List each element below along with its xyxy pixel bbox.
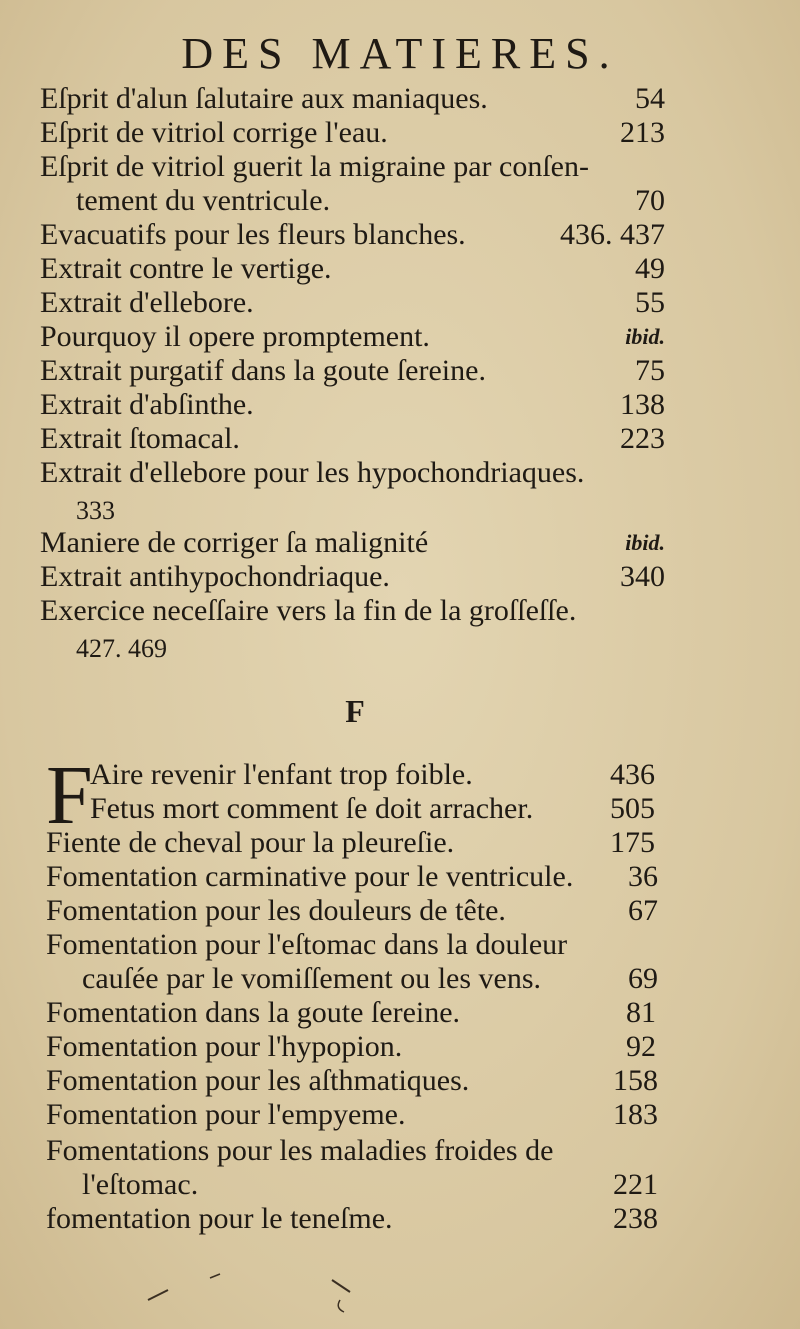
page-number: 92: [626, 1030, 656, 1063]
page-number: 70: [635, 184, 665, 217]
page-number: 81: [626, 996, 656, 1029]
page-number: 138: [620, 388, 665, 421]
page-number: 75: [635, 354, 665, 387]
book-page: DES MATIERES. Eſprit d'alun ſalutaire aux maniaques. 54 Eſprit de vitriol corrige l'eau. 213 Eſprit de vitriol guerit la migraine par conſen- tement du ventricule. 70 Evacuatifs pour les fleurs blanches. 436. 437 Extrait contre le vertige. 49 Extrait d'ellebore. 55 Pourquoy il opere promptement. ibid. Extrait purgatif dans la goute ſereine. 75 Extrait d'abſinthe. 138 Extrait ſtomacal. 223 Extrait d'ellebore pour les hypochondriaques. 333 Maniere de corriger ſa malignité ibid. Extrait antihypochondriaque. 340 Exercice neceſſaire vers la fin de la groſſeſſe. 427. 469 F F Aire revenir l'enfant trop foible. 436 Fetus mort comment ſe doit arracher. 505 Fiente de cheval pour la pleureſie. 175 Fomentation carminative pour le ventricule. 36 Fomentation pour les douleurs de tête. 67 Fomentation pour l'eſtomac dans la douleur cauſée par le vomiſſement ou les vens. 69 Fomentation dans la goute ſereine. 81 Fomentation pour l'hypopion. 92 Fomentation pour les aſthmatiques. 158 Fomentation pour l'empyeme. 183 Fomentations pour les maladies froides de l'eſtomac. 221 fomentation pour le teneſme. 238: [0, 0, 800, 1329]
page-number: 505: [610, 792, 655, 825]
page-number: 69: [628, 962, 658, 995]
page-number: ibid.: [625, 530, 665, 555]
running-header: DES MATIERES.: [181, 29, 619, 78]
page-number: 55: [635, 286, 665, 319]
page-number: 175: [610, 826, 655, 859]
page-number: 49: [635, 252, 665, 285]
page-number: 436. 437: [560, 218, 665, 251]
page-number: 340: [620, 560, 665, 593]
page-number: ibid.: [625, 324, 665, 349]
page-number: 36: [628, 860, 658, 893]
page-number: 238: [613, 1202, 658, 1235]
page-number: 158: [613, 1064, 658, 1097]
page-number: 183: [613, 1098, 658, 1131]
page-number: 436: [610, 758, 655, 791]
drop-cap: F: [46, 749, 93, 842]
page-number: 223: [620, 422, 665, 455]
page-number: 221: [613, 1168, 658, 1201]
page-number: 67: [628, 894, 658, 927]
section-letter-heading: F: [345, 693, 365, 729]
page-number: 54: [635, 82, 665, 115]
page-number: 213: [620, 116, 665, 149]
ink-mark-decoration: [140, 1270, 370, 1320]
